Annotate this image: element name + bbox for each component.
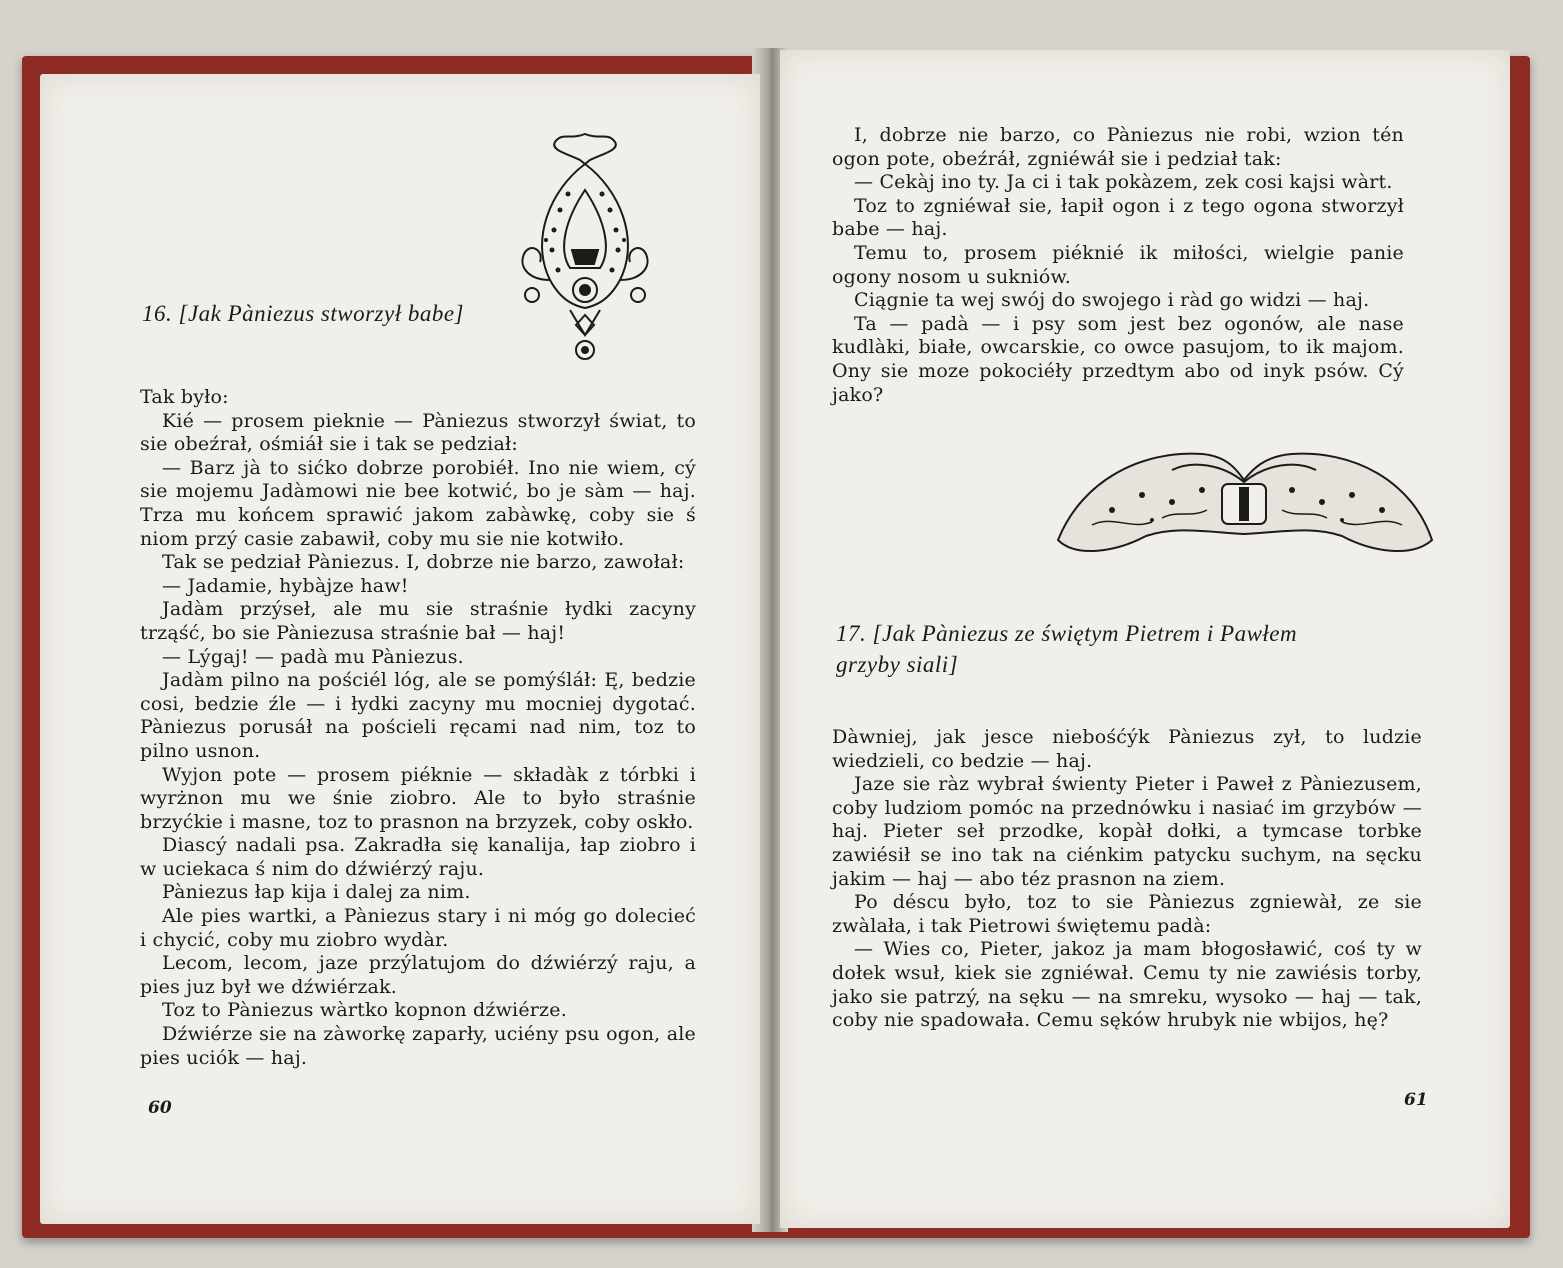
paragraph: Po déscu było, toz to sie Pàniezus zgniewàł, ze sie zwàlała, i tak Pietrowi świętemu padà: [832, 891, 1422, 937]
left-text-block [140, 386, 696, 1070]
paragraph: Toz to zgniéwał sie, łapił ogon i z tego ogona stworzył babe — haj. [832, 194, 1404, 241]
paragraph: Lecom, lecom, jaze przýlatujom do dźwiérzý raju, a pies juz był we dźwiérzak. [140, 952, 696, 998]
paragraph: Jadàm pilno na pościél lóg, ale se pomýśláł: Ę, bedzie cosi, bedzie źle — i łydki zacyny mu mocniej dygotać. Pàniezus porusáł na pościeli ręcami nad nim, toz to pilno usnon. [140, 669, 696, 762]
paragraph: — Cekàj ino ty. Ja ci i tak pokàzem, zek cosi kajsi wàrt. [854, 171, 1393, 194]
paragraph: Tak se pedział Pàniezus. I, dobrze nie barzo, zawołał: [162, 551, 685, 574]
paragraph: Pàniezus łap kija i dalej za nim. [162, 881, 471, 904]
right-text-block-top [832, 124, 1404, 407]
page-number: 61 [1404, 1090, 1428, 1110]
paragraph: Kié — prosem pieknie — Pàniezus stworzył świat, to sie obeźrał, ośmiáł sie i tak se pedział: [140, 409, 696, 456]
paragraph: Dàwniej, jak jesce niebośćýk Pàniezus zył, to ludzie wiedzieli, co bedzie — haj. [832, 726, 1422, 772]
paragraph: Toz to Pàniezus wàrtko kopnon dźwiérze. [162, 999, 567, 1022]
paragraph: Dźwiérze sie na zàworkę zaparły, uciény psu ogon, ale pies uciók — haj. [140, 1023, 696, 1069]
page-number: 60 [148, 1098, 172, 1118]
chapter-heading-line1: 17. [Jak Pàniezus ze świętym Pietrem i Pawłem [836, 621, 1298, 646]
right-page [780, 50, 1510, 1228]
chapter-heading [836, 618, 1426, 680]
paragraph: — Jadamie, hybàjze haw! [162, 574, 409, 597]
paragraph: Tak było: [140, 386, 229, 408]
paragraph: Ale pies wartki, a Pàniezus stary i ni móg go dolecieć i chycić, coby mu ziobro wydàr. [140, 905, 696, 951]
paragraph: Temu to, prosem piéknié ik miłości, wielgie panie ogony nosom u sukniów. [832, 241, 1404, 288]
paragraph: Ta — padà — i psy som jest bez ogonów, ale nase kudlàki, białe, owcarskie, co owce pasujom, to ik majom. Ony sie moze pokociéły przedtym abo od inyk psów. Cý jako? [832, 312, 1404, 406]
paragraph: — Lýgaj! — padà mu Pàniezus. [162, 645, 464, 668]
brooch-ornament-icon [510, 130, 660, 370]
chapter-heading [142, 298, 464, 329]
left-page [40, 74, 760, 1224]
paragraph: Jaze sie ràz wybrał świenty Pieter i Paweł z Pàniezusem, coby ludziom pomóc na przednówku i nasiać im grzybów — haj. Pieter seł przodke, kopàł dołki, a tymcase torbke zawiésił se ino tak na ciénkim patycku suchym, na sęcku jakim — haj — abo téz prasnon na ziem. [832, 773, 1422, 890]
paragraph: Jadàm przýseł, ale mu sie straśnie łydki zacyny trząść, bo sie Pàniezusa straśnie bał — haj! [140, 598, 696, 644]
clasp-ornament-icon [1052, 440, 1436, 562]
paragraph: Ciągnie ta wej swój do swojego i ràd go widzi — haj. [854, 289, 1370, 312]
paragraph: Diascý nadali psa. Zakradła się kanalija, łap ziobro i w uciekaca ś nim do dźwiérzý raju. [140, 834, 696, 880]
chapter-heading-text: 16. [Jak Pàniezus stworzył babe] [142, 301, 465, 326]
paragraph: Wyjon pote — prosem piéknie — składàk z tórbki i wyrżnon mu we śnie ziobro. Ale to było straśnie brzyćkie i masne, toz to prasnon na brzyzek, coby oskło. [140, 763, 696, 833]
right-text-block-bottom [832, 726, 1422, 1033]
chapter-heading-line2: grzyby siali] [836, 652, 959, 677]
paragraph: I, dobrze nie barzo, co Pàniezus nie robi, wzion tén ogon pote, obeźráł, zgniéwáł sie i pedział tak: [832, 124, 1404, 170]
paragraph: — Wies co, Pieter, jakoz ja mam błogosławić, coś ty w dołek wsuł, kiek sie zgniéwał. Cemu ty nie zawiésis torby, jako sie patrzý, na sęku — na smreku, wysoko — haj — tak, coby nie spadowała. Cemu sęków hrubyk nie wbijos, hę? [832, 938, 1422, 1032]
paragraph: — Barz jà to sićko dobrze porobiéł. Ino nie wiem, cý sie mojemu Jadàmowi nie bee kotwić, bo je sàm — haj. Trza mu końcem sprawić jakom zabàwkę, coby sie ś niom przý casie zabawił, coby mu sie nie kotwiło. [140, 456, 696, 550]
